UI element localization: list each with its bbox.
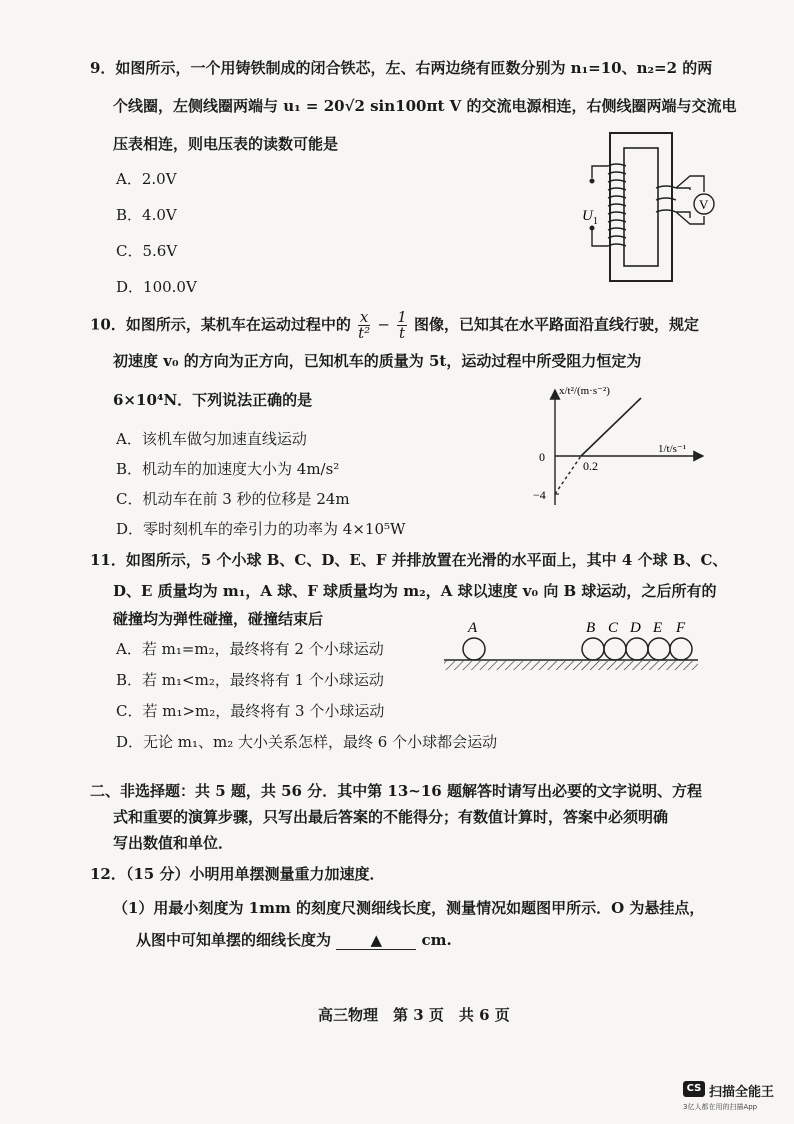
q11-option-c: C．若 m₁>m₂，最终将有 3 个小球运动	[116, 702, 385, 720]
x-tick-label: 0.2	[583, 459, 598, 473]
u1-subscript: 1	[593, 216, 598, 227]
terminal-top	[590, 179, 595, 184]
section2-line1: 二、非选择题：共 5 题，共 56 分．其中第 13~16 题解答时请写出必要的文字说明、方程	[90, 782, 702, 800]
q10-line1: 10．如图所示，某机车在运动过程中的 $\frac{x}{\text{t²}}$ − $\frac{1}{t}$ 图像，已知其在水平路面沿直线行驶，规定	[90, 308, 700, 342]
ball-e	[648, 638, 670, 660]
q9-option-b: B．4.0V	[116, 206, 177, 224]
q9-option-a: A．2.0V	[116, 170, 177, 188]
q10-frac2-numerator: 1	[397, 308, 407, 326]
ball-f	[670, 638, 692, 660]
ball-label-b: B	[586, 620, 596, 636]
ball-label-a: A	[468, 620, 478, 636]
ball-label-f: F	[676, 620, 686, 636]
ground-hatch	[444, 661, 698, 670]
answer-blank[interactable]: ▲	[336, 931, 416, 950]
q9-line1: 9．如图所示，一个用铸铁制成的闭合铁芯，左、右两边绕有匝数分别为 n₁=10、n₂=2 的两	[90, 59, 713, 77]
ball-c	[604, 638, 626, 660]
q11-option-d: D．无论 m₁、m₂ 大小关系怎样，最终 6 个小球都会运动	[116, 733, 498, 751]
q9-line3: 压表相连，则电压表的读数可能是	[113, 135, 339, 153]
q10-frac1-denominator: t²	[358, 324, 371, 342]
q9-line2: 个线圈，左侧线圈两端与 u₁ = 20√2 sin100πt V 的交流电源相连，右侧线圈两端与交流电	[113, 97, 737, 115]
q10-graph	[525, 380, 715, 510]
q12-line1: 12．（15 分）小明用单摆测量重力加速度．	[90, 865, 385, 883]
graph-line	[581, 398, 641, 456]
q10-line2: 初速度 v₀ 的方向为正方向，已知机车的质量为 5t，运动过程中所受阻力恒定为	[113, 352, 642, 370]
q10-frac1-numerator: x	[359, 308, 369, 326]
q12-line3	[136, 929, 452, 950]
y-tick-label: −4	[533, 488, 546, 502]
q12-line3-start: 从图中可知单摆的细线长度为	[136, 931, 332, 949]
section2-line3: 写出数值和单位．	[113, 834, 234, 852]
q9-option-d: D．100.0V	[116, 278, 197, 296]
x-axis-label: 1/t/s⁻¹	[658, 443, 687, 455]
q11-line2: D、E 质量均为 m₁，A 球、F 球质量均为 m₂，A 球以速度 v₀ 向 B 球运动，之后所有的	[113, 582, 717, 600]
voltmeter-label: V	[699, 197, 709, 212]
u1-label: U	[582, 208, 593, 224]
q10-option-a: A．该机车做匀加速直线运动	[116, 430, 307, 448]
q10-line1-end: 图像，已知其在水平路面沿直线行驶，规定	[414, 315, 700, 334]
q11-line3: 碰撞均为弹性碰撞，碰撞结束后	[113, 610, 324, 628]
q12-line3-unit: cm.	[421, 931, 452, 949]
ball-label-d: D	[630, 620, 641, 636]
q11-option-a: A．若 m₁=m₂，最终将有 2 个小球运动	[116, 640, 384, 658]
balls-figure	[440, 616, 710, 680]
q10-option-d: D．零时刻机车的牵引力的功率为 4×10⁵W	[116, 520, 406, 538]
q11-option-b: B．若 m₁<m₂，最终将有 1 个小球运动	[116, 671, 384, 689]
q11-line1: 11．如图所示，5 个小球 B、C、D、E、F 并排放置在光滑的水平面上，其中 4 个球 B、C、	[90, 551, 728, 569]
scanner-tagline: 3亿人都在用的扫描App	[683, 1103, 758, 1111]
q9-option-c: C．5.6V	[116, 242, 178, 260]
transformer-figure	[580, 128, 720, 290]
ball-label-c: C	[608, 620, 619, 636]
ball-d	[626, 638, 648, 660]
section2-line2: 式和重要的演算步骤，只写出最后答案的不能得分；有数值计算时，答案中必须明确	[113, 808, 669, 826]
page-footer: 高三物理 第 3 页 共 6 页	[318, 1006, 510, 1024]
scanner-logo-icon: CS	[683, 1081, 705, 1097]
q12-line2: （1）用最小刻度为 1mm 的刻度尺测细线长度，测量情况如题图甲所示．O 为悬挂点，	[113, 899, 705, 917]
ball-b	[582, 638, 604, 660]
q10-line3: 6×10⁴N．下列说法正确的是	[113, 391, 313, 409]
q10-frac2-denominator: t	[398, 324, 405, 342]
q10-option-c: C．机动车在前 3 秒的位移是 24m	[116, 490, 350, 508]
origin-label: 0	[539, 450, 545, 464]
ball-a	[463, 638, 485, 660]
ball-label-e: E	[653, 620, 663, 636]
q10-line1-start: 10．如图所示，某机车在运动过程中的	[90, 315, 351, 334]
graph-extension	[555, 456, 581, 494]
scanner-name: 扫描全能王	[709, 1085, 775, 1100]
y-axis-label: x/t²/(m·s⁻²)	[559, 385, 610, 397]
q10-option-b: B．机动车的加速度大小为 4m/s²	[116, 460, 340, 478]
